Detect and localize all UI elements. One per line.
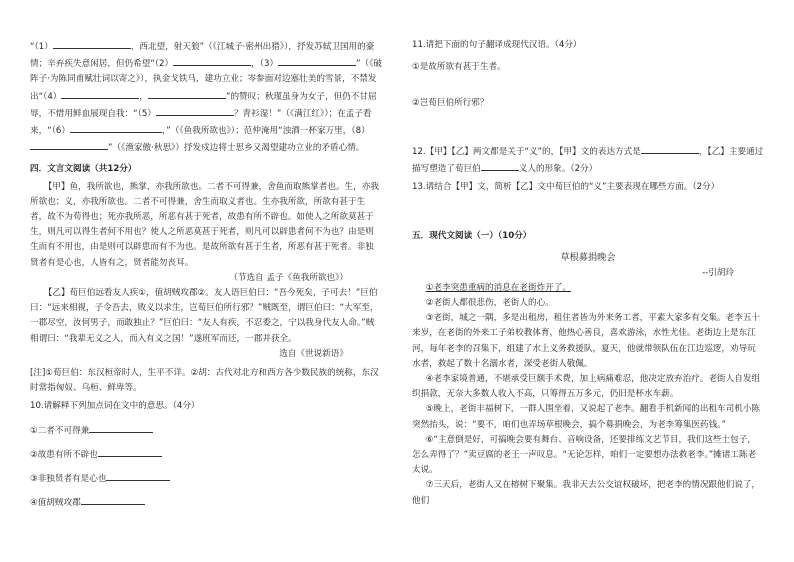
poem-text: ”（《破阵子·为陈同甫赋壮词以寄之》），执金戈铁马，建功立业；岑参面对边塞壮美的雪景，不禁发出“（4） [30, 59, 383, 102]
answer-line[interactable] [89, 422, 153, 433]
answer-blank[interactable] [30, 139, 108, 150]
answer-blank[interactable] [173, 55, 251, 66]
question-11-item: ①是故所欲有甚于生者。 [412, 62, 506, 73]
answer-blank[interactable] [641, 143, 699, 154]
left-column [30, 38, 382, 511]
answer-line[interactable] [106, 470, 170, 481]
passage-yi-source: 选自《世说新语》 [279, 348, 348, 359]
question-10-item: ①二者不可得兼 [30, 422, 382, 439]
passage-jia: 【甲】鱼，我所欲也，熊掌，亦我所欲也。二者不可得兼，舍鱼而取熊掌者也。生，亦我所欲也；义，亦我所欲也。二者不可得兼，舍生而取义者也。生亦我所欲，所欲有甚于生者，故不为苟得也；死亦我所恶，所恶有甚于死者，故患有所不辟也。如使人之所欲莫甚于生，则凡可以得生者何不用也？使人之所恶莫甚于死者，则凡可以辟患者何不为也？由是则生而有不用也，由是则可以辟患而有不为也。是故所欲有甚于生者，所恶有甚于死者。非独贤者有是心也，人皆有之，贤者能勿丧耳。 [30, 181, 379, 268]
article-paragraph: ②老街人都很悲伤，老街人的心。 [425, 298, 554, 309]
passage-jia-source: （节选自 孟子《鱼我所欲也》） [229, 272, 348, 283]
answer-blank[interactable] [148, 88, 226, 99]
answer-blank[interactable] [481, 160, 519, 171]
question-10-title: 10.请解释下列加点词在文中的意思。（4分） [30, 401, 200, 412]
answer-blank[interactable] [70, 122, 162, 133]
article-paragraph: ①老李突患重病的消息在老街炸开了。 [425, 282, 571, 293]
poem-text: ？青衫湿！”（《满江红》）；在孟子看来，“（6） [30, 108, 372, 137]
right-column [412, 38, 764, 509]
article-title: 草根募捐晚会 [560, 252, 616, 264]
answer-blank[interactable] [278, 55, 356, 66]
poem-text: ， [139, 91, 149, 102]
poem-fill-question [30, 38, 382, 156]
poem-text: ”（《渔家傲·秋思》）抒发戍边将士思乡又渴望建功立业的矛盾心情。 [108, 143, 365, 154]
question-10-item: ③非独贤者有是心也 [30, 470, 382, 487]
poem-text: ，（3） [251, 59, 279, 70]
article-paragraph: ⑤晚上，老街丰福树下，一群人围坐着，又说起了老李。翻看手机新闻的出租车司机小陈突然抬头，说：“要不，咱们也弄场草根晚会，搞个募捐晚会，为老李筹集医药钱。” [412, 404, 761, 430]
passage-yi: 【乙】荀巨伯远看友人疾①，值胡贼攻郡②。友人语巨伯曰：“吾今死矣，子可去！”巨伯曰：“远来相视，子令吾去，败义以求生，岂荀巨伯所行邪？”贼既至，谓巨伯曰：“大军至，一郡尽空，汝何男子，而敢独止？”巨伯曰：“友人有疾，不忍委之，宁以我身代友人命。”贼相谓曰：“我辈无义之人，而入有义之国！”遂班军而还，一郡并获全。 [30, 288, 379, 344]
section-5-heading: 五．现代文阅读（一）（10分） [412, 231, 532, 242]
article-paragraph: ④老李家境普通，不堪承受巨额手术费，加上病痛难忍，他决定放弃治疗。老街人自发组织捐款，无奈大多数人收入不高，只筹得五万多元，仍旧是杯水车薪。 [412, 374, 761, 400]
poem-text: ，西北望，射天狼”（《江城子·密州出猎》），抒发苏轼卫国用的豪情；辛弃疾失意闲居，但仍希望“（2） [30, 42, 375, 70]
answer-line[interactable] [81, 494, 145, 505]
question-11-item: ②岂荀巨伯所行邪？ [412, 98, 489, 109]
question-10-item: ④值胡贼攻郡 [30, 494, 382, 511]
poem-text: “（1） [30, 42, 53, 52]
question-10-item: ②故患有所不辟也 [30, 446, 382, 463]
answer-blank[interactable] [61, 88, 139, 99]
answer-area[interactable] [412, 126, 764, 140]
annotation-notes: [注]①荀巨伯：东汉桓帝时人，生平不详。②胡：古代对北方和西方各少数民族的统称，东汉时常指匈奴、乌桓、鲜卑等。 [30, 368, 379, 394]
question-13: 13.请结合【甲】文，简析【乙】文中荀巨伯的“义”主要表现在哪些方面。（2分） [412, 182, 720, 193]
article-author: --引胡玲 [702, 267, 734, 278]
answer-area[interactable] [412, 209, 764, 223]
answer-area[interactable] [412, 112, 764, 126]
section-4-heading: 四．文言文阅读（共12分） [30, 164, 137, 175]
answer-area[interactable] [412, 75, 764, 89]
answer-blank[interactable] [156, 105, 234, 116]
poem-text: ，”（《鱼我所欲也》）；范仲淹用“浊酒一杯家万里，（8） [162, 126, 370, 137]
answer-area[interactable] [412, 195, 764, 209]
poem-text: ”的赞叹；秋瑾虽身为女子，但仍不甘屈辱，不惜用鲜血展现自我：“（5） [30, 91, 377, 119]
question-11-title: 11.请把下面的句子翻译成现代汉语。（4分） [412, 40, 582, 50]
article-paragraph: ⑥“主意倒是好，可搞晚会要有舞台、音响设备，还要排练文艺节目，我们这些土包子，怎么弄得了？”卖豆腐的老王一声叹息。“无论怎样，咱们一定要想办法救老李。”摊诸工陈老太说。 [412, 434, 757, 476]
article-paragraph: ⑦三天后，老街人又在榕树下聚集。我非天去公交谊权破坏，把老李的情况跟他们说了，他们 [412, 480, 761, 506]
question-12: 12.【甲】【乙】两文都是关于“义”的，【甲】文的表达方式是 ，【乙】主要通过描写塑造了荀巨伯 义人的形象。（2分） [412, 143, 764, 177]
article-paragraph: ③老街，城之一隅，多是出租房，租住者皆为外来务工者，平素大家多有交集。老李五十来岁，在老街的外来工子弟校教体育，他热心善良，喜欢游泳，水性尤佳。老街边上是东江河，每年老李的召集下，组建了水上义务救援队，夏天，他就带领队伍在江边巡逻，劝导玩水者，救起了数十名溺水者，深受老街人敬佩。 [412, 313, 761, 369]
answer-line[interactable] [98, 446, 162, 457]
answer-blank[interactable] [53, 38, 131, 49]
